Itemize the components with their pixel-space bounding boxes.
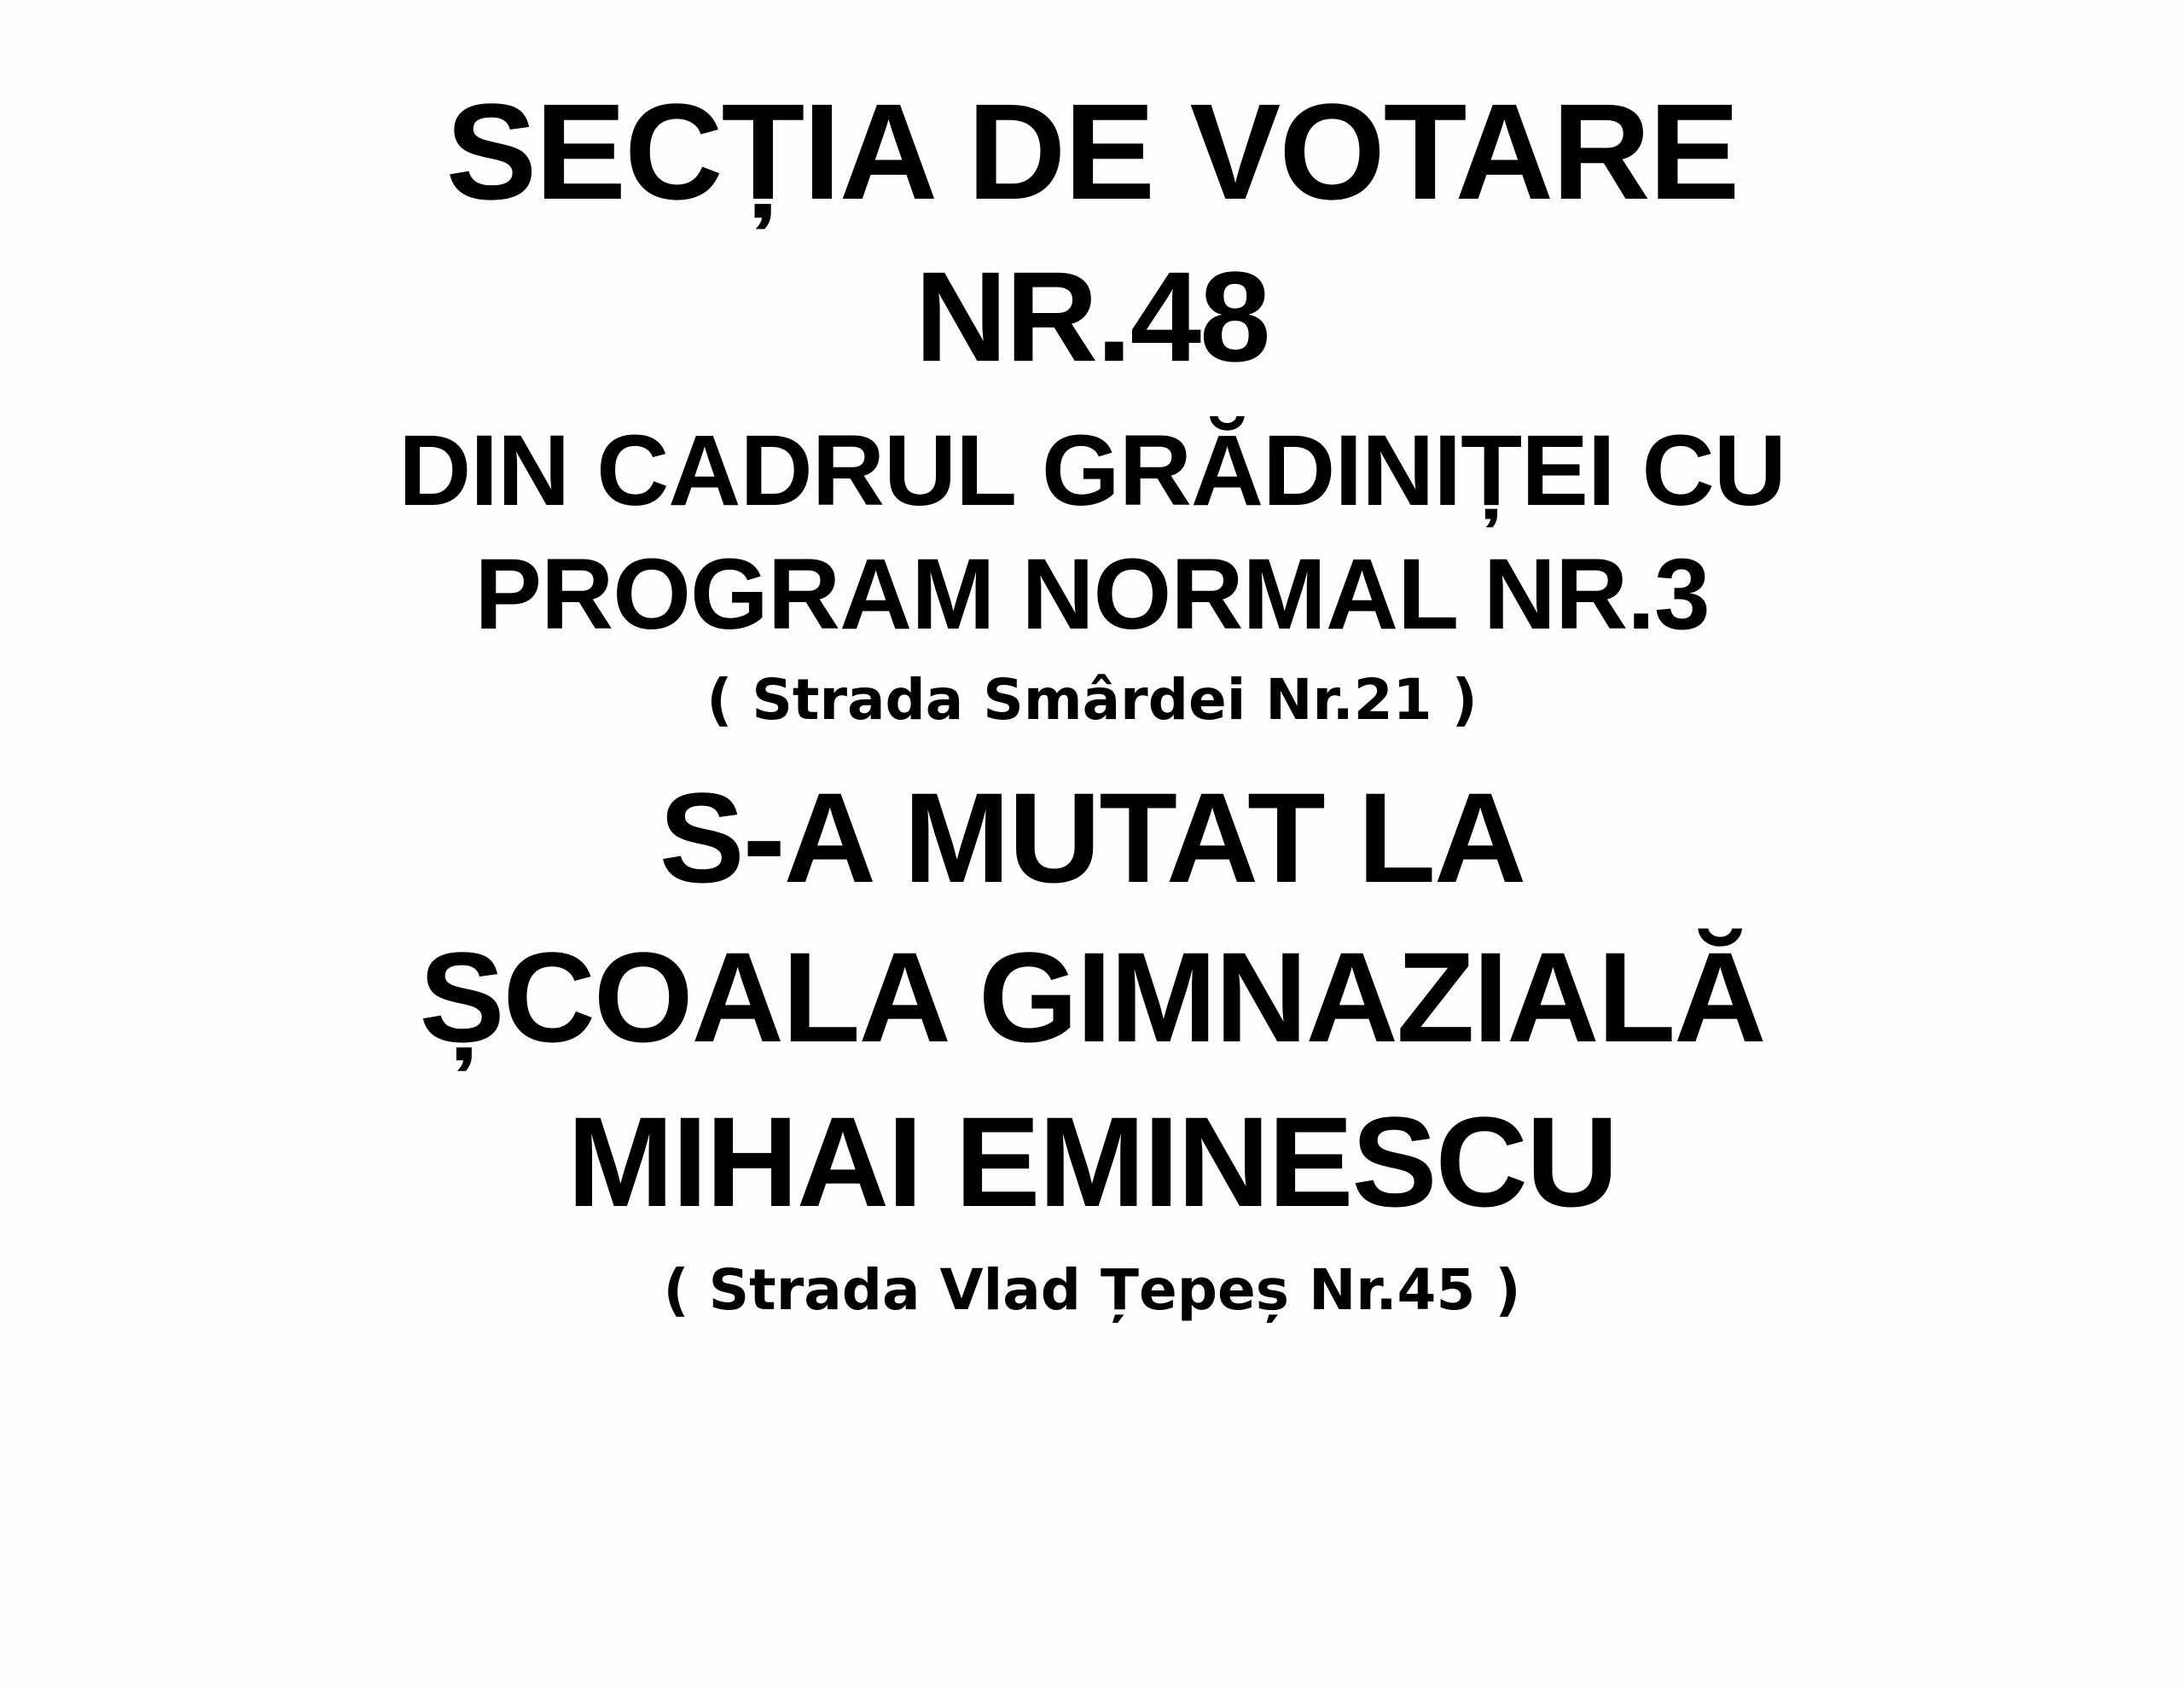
new-address: ( Strada Vlad Țepeș Nr.45 ) — [663, 1257, 1521, 1324]
original-venue-line-2: PROGRAM NORMAL NR.3 — [474, 537, 1710, 651]
original-address: ( Strada Smârdei Nr.21 ) — [706, 666, 1478, 733]
original-venue-line-1: DIN CADRUL GRĂDINIȚEI CU — [398, 415, 1786, 528]
new-venue-line-2: MIHAI EMINESCU — [566, 1090, 1618, 1234]
relocation-statement: S-A MUTAT LA — [659, 766, 1525, 910]
page-title: SECȚIA DE VOTARE — [445, 75, 1739, 228]
new-venue-line-1: ȘCOALA GIMNAZIALĂ — [419, 925, 1765, 1070]
station-number: NR.48 — [915, 245, 1269, 389]
